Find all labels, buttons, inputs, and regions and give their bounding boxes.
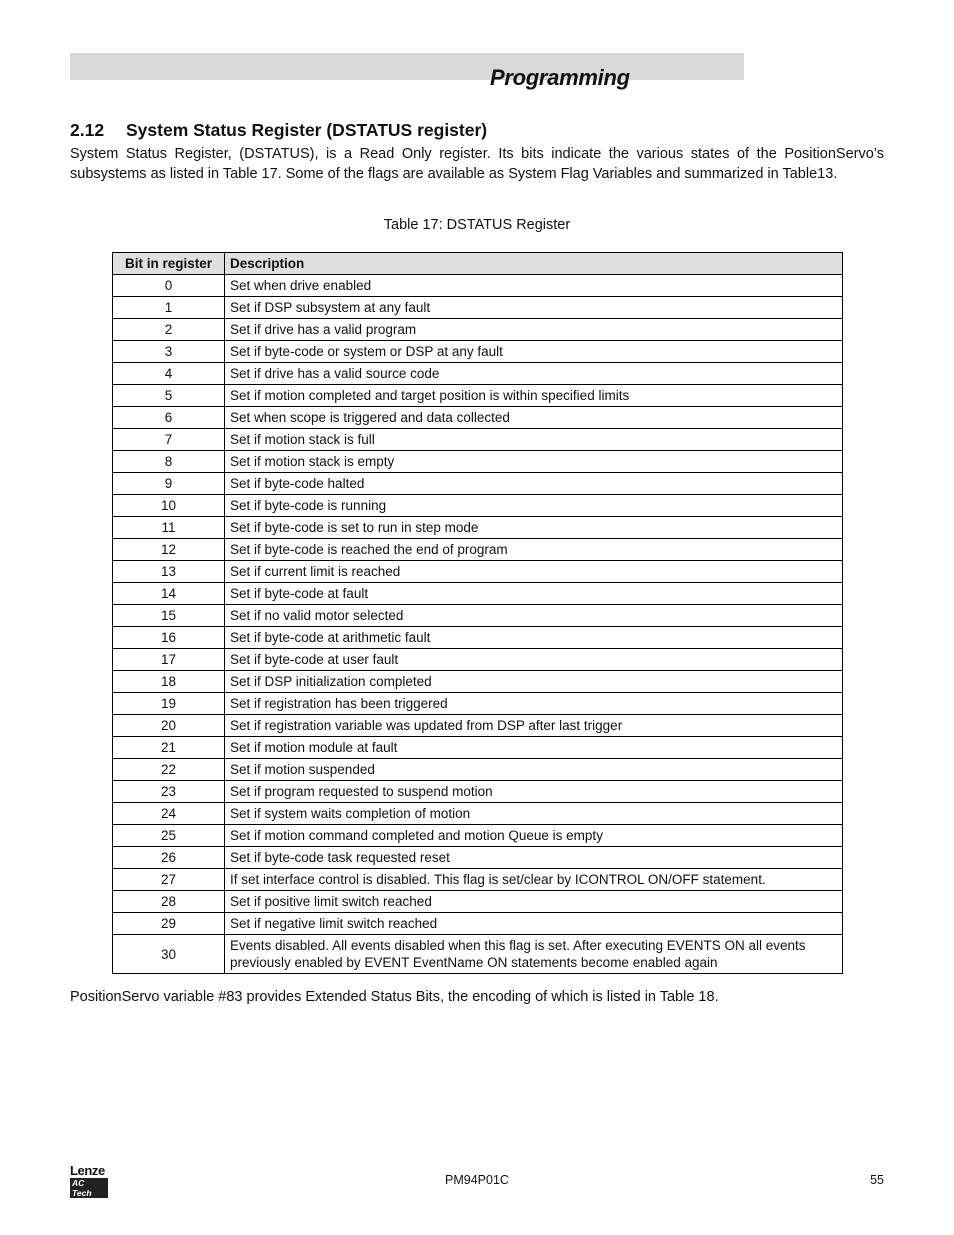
bit-cell: 5 — [113, 385, 225, 407]
description-cell: Set if positive limit switch reached — [225, 891, 843, 913]
table-row — [113, 495, 843, 517]
description-cell: Set when drive enabled — [225, 275, 843, 297]
table-row — [113, 737, 843, 759]
column-header-bit: Bit in register — [113, 253, 225, 275]
bit-cell: 0 — [113, 275, 225, 297]
bit-cell: 29 — [113, 913, 225, 935]
description-cell: Set if byte-code halted — [225, 473, 843, 495]
table-row — [113, 275, 843, 297]
bit-cell: 9 — [113, 473, 225, 495]
table-row — [113, 627, 843, 649]
table-row — [113, 781, 843, 803]
description-cell: Set if byte-code is reached the end of program — [225, 539, 843, 561]
bit-cell: 1 — [113, 297, 225, 319]
table-row — [113, 693, 843, 715]
table-row — [113, 517, 843, 539]
description-cell: Set if registration variable was updated from DSP after last trigger — [225, 715, 843, 737]
bit-cell: 26 — [113, 847, 225, 869]
bit-cell: 19 — [113, 693, 225, 715]
description-cell: Set if byte-code at user fault — [225, 649, 843, 671]
logo-sub: AC Tech — [70, 1178, 108, 1198]
bit-cell: 22 — [113, 759, 225, 781]
table-row — [113, 583, 843, 605]
bit-cell: 12 — [113, 539, 225, 561]
document-code: PM94P01C — [445, 1173, 509, 1187]
description-cell: Set if drive has a valid program — [225, 319, 843, 341]
table-row — [113, 407, 843, 429]
section-heading — [70, 118, 487, 142]
header-bar — [70, 53, 744, 80]
table-row — [113, 363, 843, 385]
bit-cell: 13 — [113, 561, 225, 583]
table-row — [113, 847, 843, 869]
bit-cell: 11 — [113, 517, 225, 539]
description-cell: Set if motion completed and target position is within specified limits — [225, 385, 843, 407]
table-row — [113, 429, 843, 451]
description-cell: Set if byte-code is set to run in step mode — [225, 517, 843, 539]
description-cell: Set if byte-code or system or DSP at any fault — [225, 341, 843, 363]
table-row — [113, 649, 843, 671]
table-row — [113, 297, 843, 319]
description-cell: Set if drive has a valid source code — [225, 363, 843, 385]
table-row — [113, 539, 843, 561]
description-cell: Set when scope is triggered and data collected — [225, 407, 843, 429]
bit-cell: 3 — [113, 341, 225, 363]
table-row — [113, 341, 843, 363]
description-cell: Set if motion suspended — [225, 759, 843, 781]
bit-cell: 8 — [113, 451, 225, 473]
bit-cell: 16 — [113, 627, 225, 649]
dstatus-table — [112, 252, 843, 974]
bit-cell: 10 — [113, 495, 225, 517]
section-title: System Status Register (DSTATUS register) — [126, 120, 488, 140]
table-row — [113, 451, 843, 473]
bit-cell: 23 — [113, 781, 225, 803]
description-cell: Set if DSP subsystem at any fault — [225, 297, 843, 319]
column-header-description: Description — [225, 253, 843, 275]
table-header-row — [113, 253, 843, 275]
table-row — [113, 913, 843, 935]
table-row — [113, 891, 843, 913]
description-cell: Events disabled. All events disabled when this flag is set. After executing EVENTS ON all events previously enabled by EVENT EventName ON statements become enabled again — [225, 935, 843, 974]
bit-cell: 20 — [113, 715, 225, 737]
bit-cell: 30 — [113, 935, 225, 974]
bit-cell: 21 — [113, 737, 225, 759]
bit-cell: 14 — [113, 583, 225, 605]
description-cell: Set if motion stack is full — [225, 429, 843, 451]
description-cell: Set if negative limit switch reached — [225, 913, 843, 935]
table-row — [113, 935, 843, 974]
description-cell: Set if no valid motor selected — [225, 605, 843, 627]
description-cell: Set if motion command completed and motion Queue is empty — [225, 825, 843, 847]
table-row — [113, 605, 843, 627]
outro-paragraph: PositionServo variable #83 provides Extended Status Bits, the encoding of which is listed in Table 18. — [70, 989, 719, 1005]
description-cell: Set if program requested to suspend motion — [225, 781, 843, 803]
bit-cell: 17 — [113, 649, 225, 671]
table-row — [113, 759, 843, 781]
description-cell: Set if byte-code is running — [225, 495, 843, 517]
bit-cell: 6 — [113, 407, 225, 429]
description-cell: Set if byte-code task requested reset — [225, 847, 843, 869]
description-cell: Set if byte-code at arithmetic fault — [225, 627, 843, 649]
description-cell: Set if system waits completion of motion — [225, 803, 843, 825]
description-cell: Set if DSP initialization completed — [225, 671, 843, 693]
description-cell: Set if current limit is reached — [225, 561, 843, 583]
chapter-title: Programming — [490, 65, 630, 90]
description-cell: Set if motion module at fault — [225, 737, 843, 759]
table-row — [113, 715, 843, 737]
description-cell: If set interface control is disabled. This flag is set/clear by ICONTROL ON/OFF statement. — [225, 869, 843, 891]
description-cell: Set if registration has been triggered — [225, 693, 843, 715]
table-row — [113, 319, 843, 341]
table-row — [113, 803, 843, 825]
bit-cell: 28 — [113, 891, 225, 913]
bit-cell: 18 — [113, 671, 225, 693]
logo-brand: Lenze — [70, 1163, 105, 1178]
description-cell: Set if byte-code at fault — [225, 583, 843, 605]
table-row — [113, 671, 843, 693]
table-body — [113, 275, 843, 974]
bit-cell: 27 — [113, 869, 225, 891]
page-number: 55 — [870, 1173, 884, 1187]
bit-cell: 4 — [113, 363, 225, 385]
description-cell: Set if motion stack is empty — [225, 451, 843, 473]
bit-cell: 25 — [113, 825, 225, 847]
bit-cell: 24 — [113, 803, 225, 825]
table-row — [113, 825, 843, 847]
table-row — [113, 869, 843, 891]
table-caption: Table 17: DSTATUS Register — [383, 217, 571, 233]
table-row — [113, 473, 843, 495]
table-row — [113, 385, 843, 407]
bit-cell: 2 — [113, 319, 225, 341]
section-number: 2.12 — [70, 120, 105, 140]
table-row — [113, 561, 843, 583]
bit-cell: 15 — [113, 605, 225, 627]
intro-paragraph: System Status Register, (DSTATUS), is a Read Only register. Its bits indicate the various states of the PositionServo’s subsystems as listed in Table 17. Some of the flags are available as System Flag Variables and summarized in Table13. — [70, 146, 884, 182]
bit-cell: 7 — [113, 429, 225, 451]
